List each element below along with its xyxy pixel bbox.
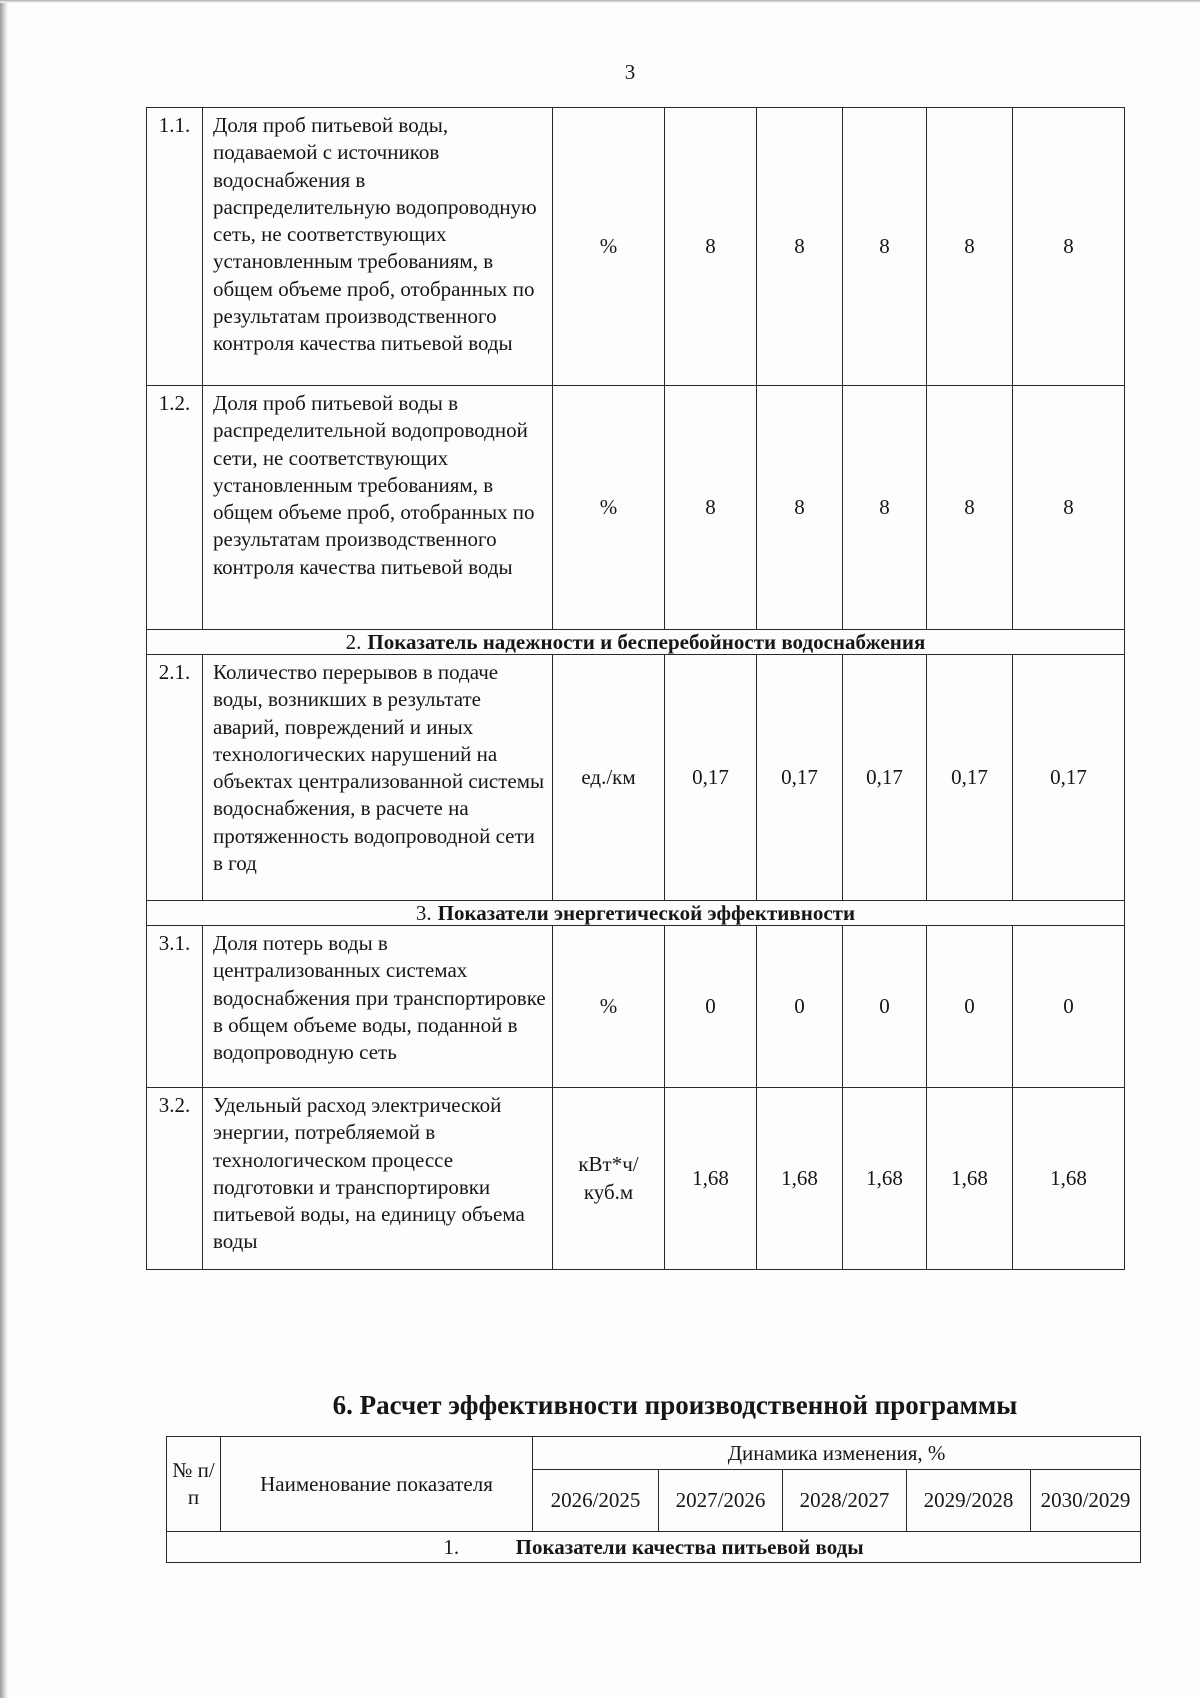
section-cell [167,1532,1141,1563]
indicator-value: 1,68 [843,1088,927,1270]
section-title: Показатели качества питьевой воды [515,1535,864,1559]
indicator-value: 0 [843,926,927,1088]
indicator-value: 1,68 [665,1088,757,1270]
indicator-value: 8 [927,386,1013,630]
scan-top-shadow [0,0,1200,3]
indicator-row [147,1088,1125,1270]
period-cell: 2027/2026 [659,1470,783,1532]
indicator-unit: ед./км [553,655,665,901]
section-title: Показатели энергетической эффективности [437,901,856,925]
indicator-number: 3.1. [147,926,203,1088]
efficiency-table [166,1436,1141,1563]
indicator-name: Доля проб питьевой воды, подаваемой с источников водоснабжения в распределительную водопроводную сеть, не соответствующих установленным требованиям, в общем объеме проб, отобранных по результатам производственного контроля качества питьевой воды [203,108,553,386]
section-6-heading: 6. Расчет эффективности производственной программы [332,1390,1018,1420]
indicator-value: 8 [1013,108,1125,386]
indicator-number: 1.1. [147,108,203,386]
indicator-value: 8 [665,386,757,630]
indicator-number: 3.2. [147,1088,203,1270]
section-row [147,630,1125,655]
section-number: 3. [415,901,432,925]
indicator-value: 8 [757,386,843,630]
indicator-value: 0 [665,926,757,1088]
page-number: 3 [624,60,636,84]
period-cell: 2030/2029 [1031,1470,1141,1532]
indicator-value: 0 [927,926,1013,1088]
efficiency-section-row [167,1532,1141,1563]
indicator-unit: % [553,386,665,630]
section-number: 1. [443,1535,460,1559]
indicator-value: 8 [1013,386,1125,630]
indicator-name: Удельный расход электрической энергии, потребляемой в технологическом процессе подготовки и транспортировки питьевой воды, на единицу объема воды [203,1088,553,1270]
indicator-value: 0,17 [665,655,757,901]
section-cell [147,630,1125,655]
indicator-value: 0 [1013,926,1125,1088]
indicator-value: 0,17 [1013,655,1125,901]
period-cell: 2026/2025 [533,1470,659,1532]
efficiency-header-row [167,1437,1141,1470]
indicator-name: Доля проб питьевой воды в распределительной водопроводной сети, не соответствующих установленным требованиям, в общем объеме проб, отобранных по результатам производственного контроля качества питьевой воды [203,386,553,630]
indicators-table [146,107,1125,1270]
period-cell: 2029/2028 [907,1470,1031,1532]
indicator-value: 0,17 [927,655,1013,901]
indicators-table-body [147,108,1125,1270]
indicator-value: 8 [927,108,1013,386]
indicator-value: 1,68 [1013,1088,1125,1270]
indicator-value: 8 [665,108,757,386]
indicator-value: 1,68 [757,1088,843,1270]
indicator-row [147,108,1125,386]
indicator-value: 0,17 [843,655,927,901]
indicator-name: Доля потерь воды в централизованных системах водоснабжения при транспортировке в общем объеме воды, поданной в водопроводную сеть [203,926,553,1088]
indicator-value: 8 [843,386,927,630]
header-name: Наименование показателя [221,1437,533,1532]
indicator-row [147,926,1125,1088]
indicator-unit: % [553,926,665,1088]
indicator-row [147,655,1125,901]
section-title: Показатель надежности и бесперебойности водоснабжения [367,630,926,654]
period-cell: 2028/2027 [783,1470,907,1532]
indicator-value: 0,17 [757,655,843,901]
section-cell [147,901,1125,926]
section-number: 2. [345,630,362,654]
section-row [147,901,1125,926]
indicator-value: 8 [843,108,927,386]
indicator-value: 8 [757,108,843,386]
indicator-number: 1.2. [147,386,203,630]
indicator-value: 0 [757,926,843,1088]
indicator-unit: % [553,108,665,386]
header-num: № п/п [167,1437,221,1532]
indicator-unit: кВт*ч/ куб.м [553,1088,665,1270]
indicator-name: Количество перерывов в подаче воды, возникших в результате аварий, повреждений и иных технологических нарушений на объектах централизованной системы водоснабжения, в расчете на протяженность водопроводной сети в год [203,655,553,901]
indicator-row [147,386,1125,630]
indicator-number: 2.1. [147,655,203,901]
header-dynamics: Динамика изменения, % [533,1437,1141,1470]
indicator-value: 1,68 [927,1088,1013,1270]
scan-edge-shadow [0,0,8,1698]
